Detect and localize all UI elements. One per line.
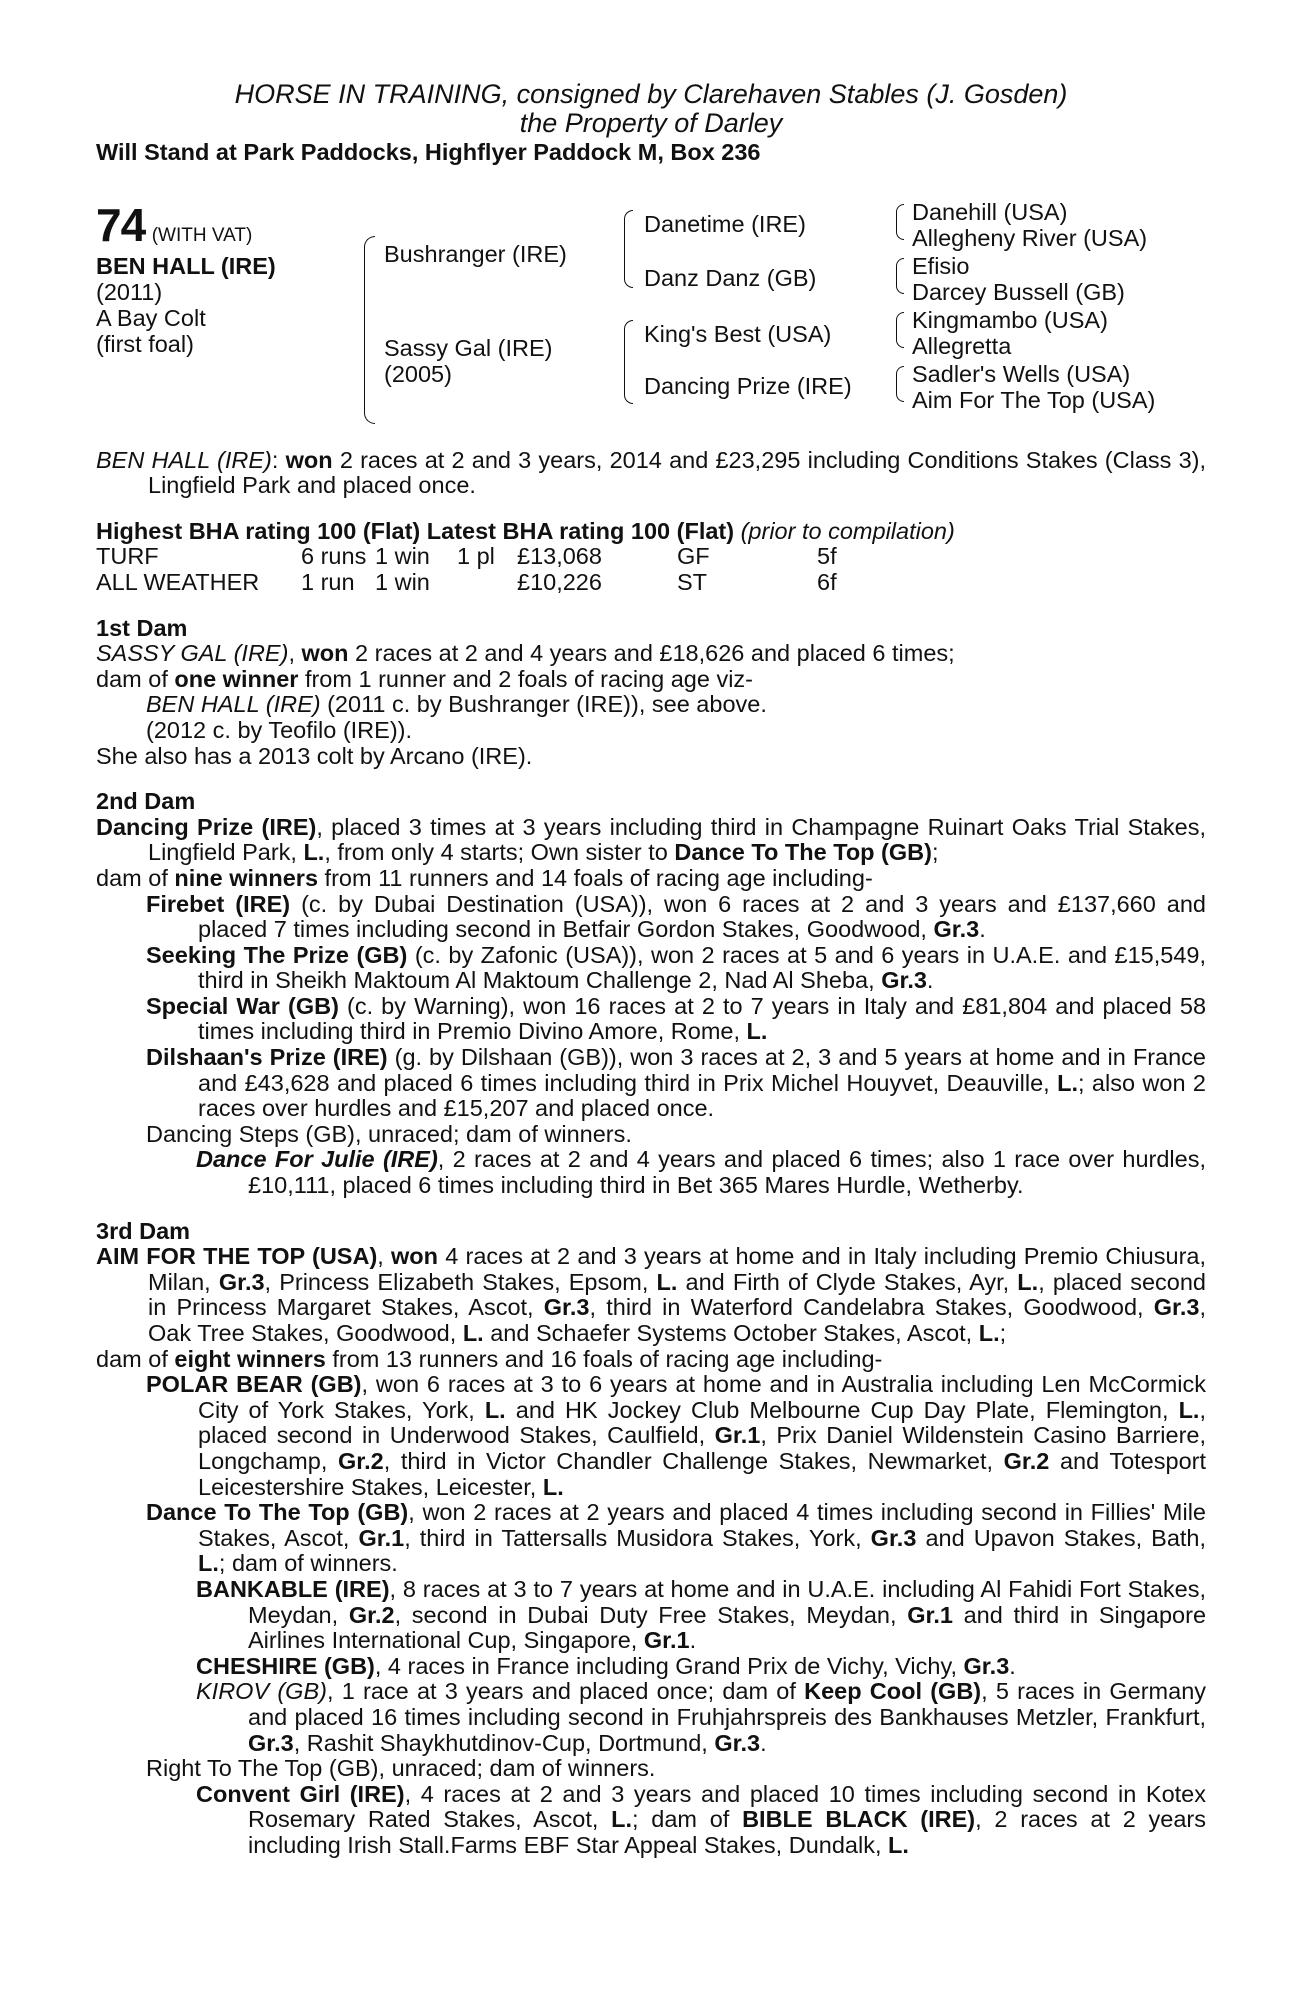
listed-mark: L.	[303, 839, 325, 866]
pedigree-brace-sire	[624, 210, 633, 288]
text: and HK Jockey Club Melbourne Cup Day Plate, Flemington,	[505, 1396, 1179, 1423]
listed-mark: L.	[1057, 1069, 1078, 1096]
first-dam-section: 1st Dam SASSY GAL (IRE), won 2 races at 2 and 4 years and £18,626 and placed 6 times; dam of one winner from 1 runner and 2 foals of racing age viz- BEN HALL (IRE) (2011 c. by Bushranger (IRE)), see above. (2012 c. by Teofilo (IRE)). She also has a 2013 colt by Arcano (IRE).	[96, 616, 1206, 770]
stat-runs: 6 runs	[301, 543, 367, 570]
stat-placed: 1 pl	[457, 543, 495, 570]
listed-mark: L.	[888, 1831, 909, 1858]
text: (c. by Warning), won 16 races at 2 to 7 years in Italy and £81,804 and placed 58 times including third in Premio Divino Amore, Rome,	[198, 992, 1207, 1045]
progeny-name: Convent Girl (IRE)	[196, 1780, 405, 1807]
listed-mark: L.	[484, 1396, 506, 1423]
text: , third in Waterford Candelabra Stakes, Goodwood,	[589, 1294, 1154, 1321]
runners-text: from 11 runners and 14 foals of racing age including-	[318, 864, 873, 891]
text: , Prix Daniel Wildenstein Casino Barriere, Longchamp,	[198, 1422, 1206, 1474]
text: , 1 race at 3 years and placed once; dam of	[326, 1678, 805, 1705]
foal-text: (2011 c. by Bushranger (IRE)), see above.	[320, 691, 767, 718]
text: , 2 races at 2 and 4 years and placed 6 times; also 1 race over hurdles, £10,111, placed 6 times including third in Bet 365 Mares Hurdle, Wetherby.	[248, 1146, 1207, 1199]
text: .	[760, 1729, 767, 1756]
text: ; dam of winners.	[218, 1550, 398, 1577]
stat-runs: 1 run	[301, 568, 355, 595]
grade-mark: Gr.2	[337, 1447, 384, 1474]
grade-mark: Gr.3	[881, 967, 927, 994]
horse-description: A Bay Colt	[96, 304, 206, 331]
stat-surface: ALL WEATHER	[96, 568, 260, 595]
dam-of-label: dam of	[96, 864, 175, 891]
sire-name: Bushranger (IRE)	[384, 240, 567, 267]
listed-mark: L.	[656, 1268, 678, 1295]
progeny-name: Special War (GB)	[146, 992, 339, 1019]
catalogue-page	[96, 80, 1206, 1858]
grade-mark: Gr.3	[218, 1268, 265, 1295]
listed-mark: L.	[978, 1320, 1000, 1346]
dam-year: (2005)	[384, 360, 452, 387]
sire-sire-dam: Allegheny River (USA)	[912, 224, 1148, 251]
text: , 2 races at 2 years including Irish Stall.Farms EBF Star Appeal Stakes, Dundalk,	[248, 1806, 1207, 1858]
pedigree-table	[96, 198, 1206, 434]
dam-sire-dam: Allegretta	[912, 332, 1012, 359]
stats-row-all-weather	[96, 570, 1206, 596]
stat-prize: £10,226	[517, 568, 602, 595]
text: and Totesport Leicestershire Stakes, Leicester,	[198, 1447, 1206, 1500]
listed-mark: L.	[1017, 1268, 1039, 1295]
stat-going: ST	[677, 568, 708, 595]
dam-of-label: dam of	[96, 1345, 175, 1372]
listed-mark: L.	[198, 1550, 219, 1577]
text: .	[689, 1627, 697, 1654]
text: (c. by Zafonic (USA)), won 2 races at 5 and 6 years in U.A.E. and £15,549, third in Sheikh Maktoum Al Maktoum Challenge 2, Nad Al Sheba,	[198, 941, 1206, 994]
lot-number-row	[96, 198, 253, 251]
text: and Upavon Stakes, Bath,	[916, 1524, 1207, 1551]
text: , placed 3 times at 3 years including third in Champagne Ruinart Oaks Trial Stakes, Lingfield Park,	[148, 813, 1206, 866]
grade-mark: Gr.3	[248, 1729, 294, 1756]
stat-going: GF	[677, 543, 710, 570]
rating-note: (prior to compilation)	[740, 517, 955, 544]
text: .	[979, 916, 986, 943]
consignor-line: HORSE IN TRAINING, consigned by Clarehaven Stables (J. Gosden)	[234, 79, 1068, 109]
listed-mark: L.	[462, 1320, 484, 1346]
text: , placed second in Underwood Stakes, Caulfield,	[198, 1396, 1206, 1449]
stat-distance: 6f	[817, 568, 837, 595]
dam-dam-dam: Aim For The Top (USA)	[912, 386, 1156, 413]
progeny-name: CHESHIRE (GB)	[196, 1652, 375, 1679]
text: 4 races at 2 and 3 years at home and in Italy including Premio Chiusura, Milan,	[148, 1243, 1206, 1295]
second-dam-name: Dancing Prize (IRE)	[96, 813, 317, 840]
ratings-section	[96, 519, 1206, 596]
progeny-name: BIBLE BLACK (IRE)	[742, 1806, 976, 1833]
grade-mark: Gr.1	[358, 1524, 405, 1551]
pedigree-brace-main	[364, 236, 375, 424]
grade-mark: Gr.1	[907, 1601, 953, 1628]
pedigree-brace-ds	[896, 312, 904, 348]
text: ; also won 2 races over hurdles and £15,207 and placed once.	[198, 1069, 1207, 1122]
progeny-text: Dancing Steps (GB), unraced; dam of winners.	[146, 1120, 632, 1147]
stand-location: Will Stand at Park Paddocks, Highflyer Paddock M, Box 236	[96, 139, 761, 165]
vat-note: (WITH VAT)	[151, 224, 253, 246]
highest-rating: Highest BHA rating 100 (Flat)	[96, 517, 421, 544]
progeny-name: Dance For Julie (IRE)	[196, 1146, 438, 1173]
dam-dam: Dancing Prize (IRE)	[644, 372, 852, 399]
stat-placed	[457, 570, 517, 596]
first-dam-heading: 1st Dam	[96, 614, 188, 641]
grade-mark: Gr.3	[870, 1524, 917, 1551]
text: , 4 races at 2 and 3 years and placed 10 times including second in Kotex Rosemary Rated Stakes, Ascot,	[248, 1780, 1207, 1833]
text: ;	[931, 839, 939, 866]
text: , placed second in Princess Margaret Stakes, Ascot,	[148, 1268, 1206, 1321]
pedigree-brace-dd	[896, 366, 904, 402]
third-dam-section: 3rd Dam AIM FOR THE TOP (USA), won 4 races at 2 and 3 years at home and in Italy including Premio Chiusura, Milan, Gr.3, Princess Elizabeth Stakes, Epsom, L. and Firth of Clyde Stakes, Ayr, L., placed second in Princess Margaret Stakes, Ascot, Gr.3, third in Waterford Candelabra Stakes, Goodwood, Gr.3, Oak Tree Stakes, Goodwood, L. and Schaefer Systems October Stakes, Ascot, L.; dam of eight winners from 13 runners and 16 foals of racing age including- POLAR BEAR (GB), won 6 races at 3 to 6 years at home and in Australia including Len McCormick City of York Stakes, York, L. and HK Jockey Club Melbourne Cup Day Plate, Flemington, L., placed second in Underwood Stakes, Caulfield, Gr.1, Prix Daniel Wildenstein Casino Barriere, Longchamp, Gr.2, third in Victor Chandler Challenge Stakes, Newmarket, Gr.2 and Totesport Leicestershire Stakes, Leicester, L. Dance To The Top (GB), won 2 races at 2 years and placed 4 times including second in Fillies' Mile Stakes, Ascot, Gr.1, third in Tattersalls Musidora Stakes, York, Gr.3 and Upavon Stakes, Bath, L.; dam of winners. BANKABLE (IRE), 8 races at 3 to 7 years at home and in U.A.E. including Al Fahidi Fort Stakes, Meydan, Gr.2, second in Dubai Duty Free Stakes, Meydan, Gr.1 and third in Singapore Airlines International Cup, Singapore, Gr.1. CHESHIRE (GB), 4 races in France including Grand Prix de Vichy, Vichy, Gr.3. KIROV (GB), 1 race at 3 years and placed once; dam of Keep Cool (GB), 5 races in Germany and placed 16 times including second in Fruhjahrspreis des Bankhauses Metzler, Frankfurt, Gr.3, Rashit Shaykhutdinov-Cup, Dortmund, Gr.3. Right To The Top (GB), unraced; dam of winners. Convent Girl (IRE), 4 races at 2 and 3 years and placed 10 times including second in Kotex Rosemary Rated Stakes, Ascot, L.; dam of BIBLE BLACK (IRE), 2 races at 2 years including Irish Stall.Farms EBF Star Appeal Stakes, Dundalk, L.	[96, 1217, 1207, 1858]
text: and Schaefer Systems October Stakes, Ascot,	[483, 1320, 979, 1346]
foal-name: BEN HALL (IRE)	[146, 691, 321, 718]
text: , won 2 races at 2 years and placed 4 times including second in Fillies' Mile Stakes, Ascot,	[198, 1499, 1206, 1551]
sire-sire: Danetime (IRE)	[644, 210, 806, 237]
text: ; dam of	[632, 1806, 743, 1833]
dam-of-label: dam of	[96, 665, 175, 692]
grade-mark: Gr.3	[963, 1652, 1010, 1679]
progeny-text: Right To The Top (GB), unraced; dam of winners.	[146, 1755, 656, 1782]
also-has-text: She also has a 2013 colt by Arcano (IRE).	[96, 742, 533, 769]
listed-mark: L.	[746, 1018, 768, 1045]
runners-text: from 13 runners and 16 foals of racing age including-	[325, 1345, 883, 1372]
text: .	[1009, 1652, 1016, 1679]
third-dam-name: AIM FOR THE TOP (USA)	[96, 1243, 378, 1270]
text: , 5 races in Germany and placed 16 times including second in Fruhjahrspreis des Bankhauses Metzler, Frankfurt,	[248, 1678, 1207, 1730]
text: , Rashit Shaykhutdinov-Cup, Dortmund,	[293, 1729, 715, 1756]
text: ;	[999, 1320, 1007, 1346]
first-dam-record: 2 races at 2 and 4 years and £18,626 and placed 6 times;	[348, 640, 955, 667]
second-dam-heading: 2nd Dam	[96, 788, 196, 815]
foaling-year: (2011)	[96, 278, 163, 305]
latest-rating: Latest BHA rating 100 (Flat)	[426, 517, 735, 544]
first-dam-won: won	[301, 640, 349, 667]
sire-sire-sire: Danehill (USA)	[912, 198, 1068, 225]
stats-row-turf	[96, 544, 1206, 570]
grade-mark: Gr.1	[714, 1422, 761, 1449]
sister-name: Dance To The Top (GB)	[674, 839, 932, 866]
progeny-name: Keep Cool (GB)	[804, 1678, 982, 1705]
progeny-name: BANKABLE (IRE)	[196, 1575, 390, 1602]
text: , 8 races at 3 to 7 years at home and in U.A.E. including Al Fahidi Fort Stakes, Meydan,	[248, 1575, 1206, 1628]
winners-count: eight winners	[174, 1345, 326, 1372]
text: , third in Victor Chandler Challenge Stakes, Newmarket,	[383, 1447, 1004, 1474]
listed-mark: L.	[611, 1806, 633, 1833]
listed-mark: L.	[542, 1473, 564, 1500]
sire-dam: Danz Danz (GB)	[644, 264, 817, 291]
grade-mark: Gr.1	[643, 1627, 690, 1654]
grade-mark: Gr.3	[714, 1729, 761, 1756]
record-sep: :	[271, 446, 279, 473]
text: (g. by Dilshaan (GB)), won 3 races at 2, 3 and 5 years at home and in France and £43,628 and placed 6 times including third in Prix Michel Houyvet, Deauville,	[198, 1044, 1206, 1096]
progeny-name: POLAR BEAR (GB)	[146, 1371, 362, 1398]
race-record	[96, 448, 1206, 499]
text: , 4 races in France including Grand Prix de Vichy, Vichy,	[374, 1652, 964, 1679]
stat-wins: 1 win	[375, 543, 430, 570]
first-dam-name: SASSY GAL (IRE)	[96, 640, 289, 667]
text: , from only 4 starts; Own sister to	[324, 839, 675, 866]
lot-number: 74	[96, 198, 146, 251]
grade-mark: Gr.2	[1003, 1447, 1050, 1474]
listed-mark: L.	[1178, 1396, 1200, 1423]
text: and Firth of Clyde Stakes, Ayr,	[677, 1268, 1018, 1295]
stat-wins: 1 win	[375, 568, 430, 595]
record-text: 2 races at 2 and 3 years, 2014 and £23,295 including Conditions Stakes (Class 3), Lingfield Park and placed once.	[148, 446, 1207, 499]
progeny-name: Firebet (IRE)	[146, 890, 291, 917]
dam-sire: King's Best (USA)	[644, 320, 832, 347]
grade-mark: Gr.3	[1153, 1294, 1200, 1321]
text: and third in Singapore Airlines International Cup, Singapore,	[248, 1601, 1207, 1654]
grade-mark: Gr.3	[933, 916, 980, 943]
winners-count: nine winners	[174, 864, 319, 891]
pedigree-brace-sd	[896, 258, 904, 294]
horse-name: BEN HALL (IRE)	[96, 252, 276, 279]
dam-sire-sire: Kingmambo (USA)	[912, 306, 1108, 333]
grade-mark: Gr.2	[348, 1601, 395, 1628]
won-label: won	[391, 1243, 439, 1270]
dam-dam-sire: Sadler's Wells (USA)	[912, 360, 1131, 387]
pedigree-brace-dam	[624, 320, 633, 404]
text: , Oak Tree Stakes, Goodwood,	[148, 1294, 1206, 1346]
text: , Princess Elizabeth Stakes, Epsom,	[264, 1268, 657, 1295]
winners-count: one winner	[174, 665, 299, 692]
stat-prize: £13,068	[517, 543, 602, 570]
stat-distance: 5f	[817, 543, 837, 570]
grade-mark: Gr.3	[543, 1294, 590, 1321]
text: , second in Dubai Duty Free Stakes, Meydan,	[394, 1601, 908, 1628]
progeny-name: KIROV (GB)	[196, 1678, 327, 1705]
text: , won 6 races at 3 to 6 years at home and in Australia including Len McCormick City of York Stakes, York,	[198, 1371, 1206, 1423]
record-horse-name: BEN HALL (IRE)	[96, 446, 272, 473]
pedigree-brace-ss	[896, 204, 904, 240]
second-dam-section	[96, 789, 1206, 1199]
third-dam-heading: 3rd Dam	[96, 1217, 191, 1244]
progeny-name: Dilshaan's Prize (IRE)	[146, 1044, 388, 1071]
dam-name: Sassy Gal (IRE)	[384, 334, 553, 361]
foal-note: (first foal)	[96, 330, 194, 357]
progeny-name: Dance To The Top (GB)	[146, 1499, 409, 1526]
property-line: the Property of Darley	[519, 108, 783, 138]
progeny-name: Seeking The Prize (GB)	[146, 941, 408, 968]
sire-dam-dam: Darcey Bussell (GB)	[912, 278, 1125, 305]
runners-text: from 1 runner and 2 foals of racing age viz-	[298, 665, 753, 692]
stat-surface: TURF	[96, 543, 159, 570]
text: , third in Tattersalls Musidora Stakes, York,	[404, 1524, 871, 1551]
text: .	[926, 967, 934, 994]
sire-dam-sire: Efisio	[912, 252, 970, 279]
foal-text: (2012 c. by Teofilo (IRE)).	[146, 716, 413, 743]
text: (c. by Dubai Destination (USA)), won 6 races at 2 and 3 years and £137,660 and placed 7 times including second in Betfair Gordon Stakes, Goodwood,	[198, 890, 1206, 943]
record-won: won	[285, 446, 333, 473]
